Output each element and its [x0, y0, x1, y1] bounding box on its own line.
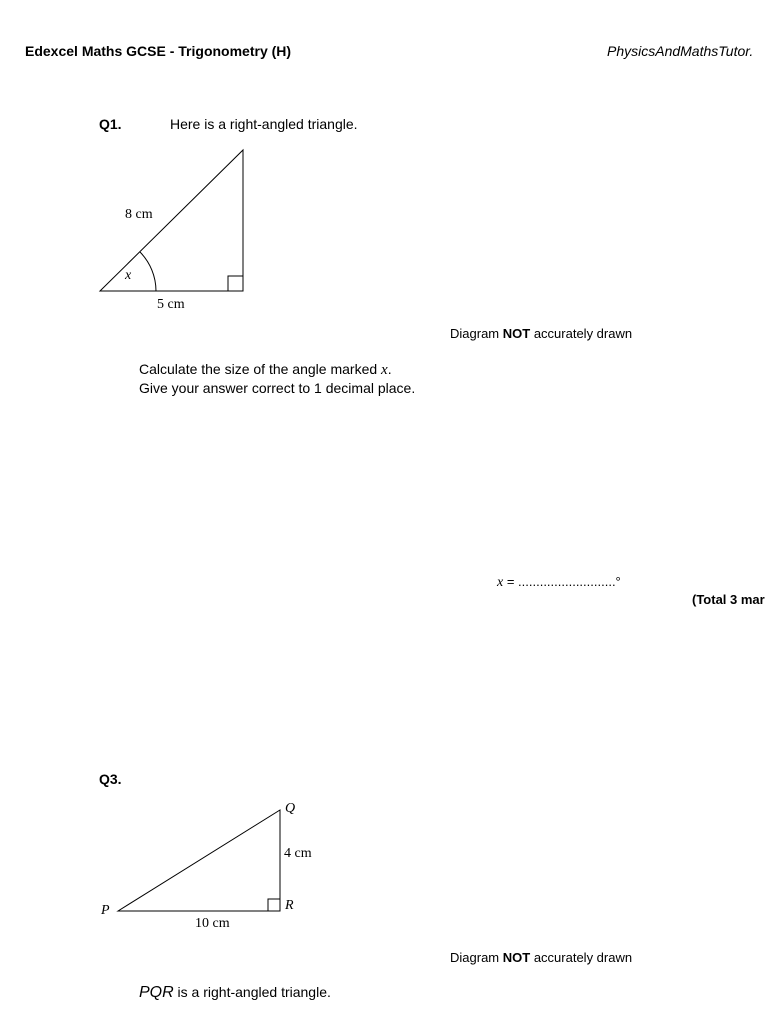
q3-triangle	[118, 810, 280, 911]
q1-instruction-line-1: Calculate the size of the angle marked x.	[139, 361, 392, 378]
question-1-number: Q1.	[99, 116, 122, 132]
source-site: PhysicsAndMathsTutor.	[607, 43, 754, 59]
q3-right-angle-marker	[268, 899, 280, 911]
q1-instruction-line-2: Give your answer correct to 1 decimal place.	[139, 380, 416, 396]
q3-vertex-q-label: Q	[285, 801, 296, 816]
q3-height-label: 4 cm	[284, 846, 312, 861]
q3-vertex-p-label: P	[101, 903, 110, 918]
q1-hypotenuse-label: 8 cm	[125, 207, 153, 222]
question-3-number: Q3.	[99, 771, 122, 787]
document-title: Edexcel Maths GCSE - Trigonometry (H)	[25, 43, 292, 59]
q3-vertex-r-label: R	[285, 898, 294, 913]
q3-base-label: 10 cm	[195, 916, 230, 931]
q1-answer-line[interactable]: x = ...........................°	[497, 574, 621, 590]
question-1-intro: Here is a right-angled triangle.	[170, 116, 358, 132]
q3-statement: PQR is a right-angled triangle.	[139, 984, 331, 1001]
q1-angle-label: x	[125, 268, 132, 283]
q1-base-label: 5 cm	[157, 297, 185, 312]
q1-diagram-note: Diagram NOT accurately drawn	[450, 326, 633, 341]
q1-total-marks: (Total 3 mar	[692, 592, 765, 607]
q3-diagram-note: Diagram NOT accurately drawn	[450, 950, 633, 965]
